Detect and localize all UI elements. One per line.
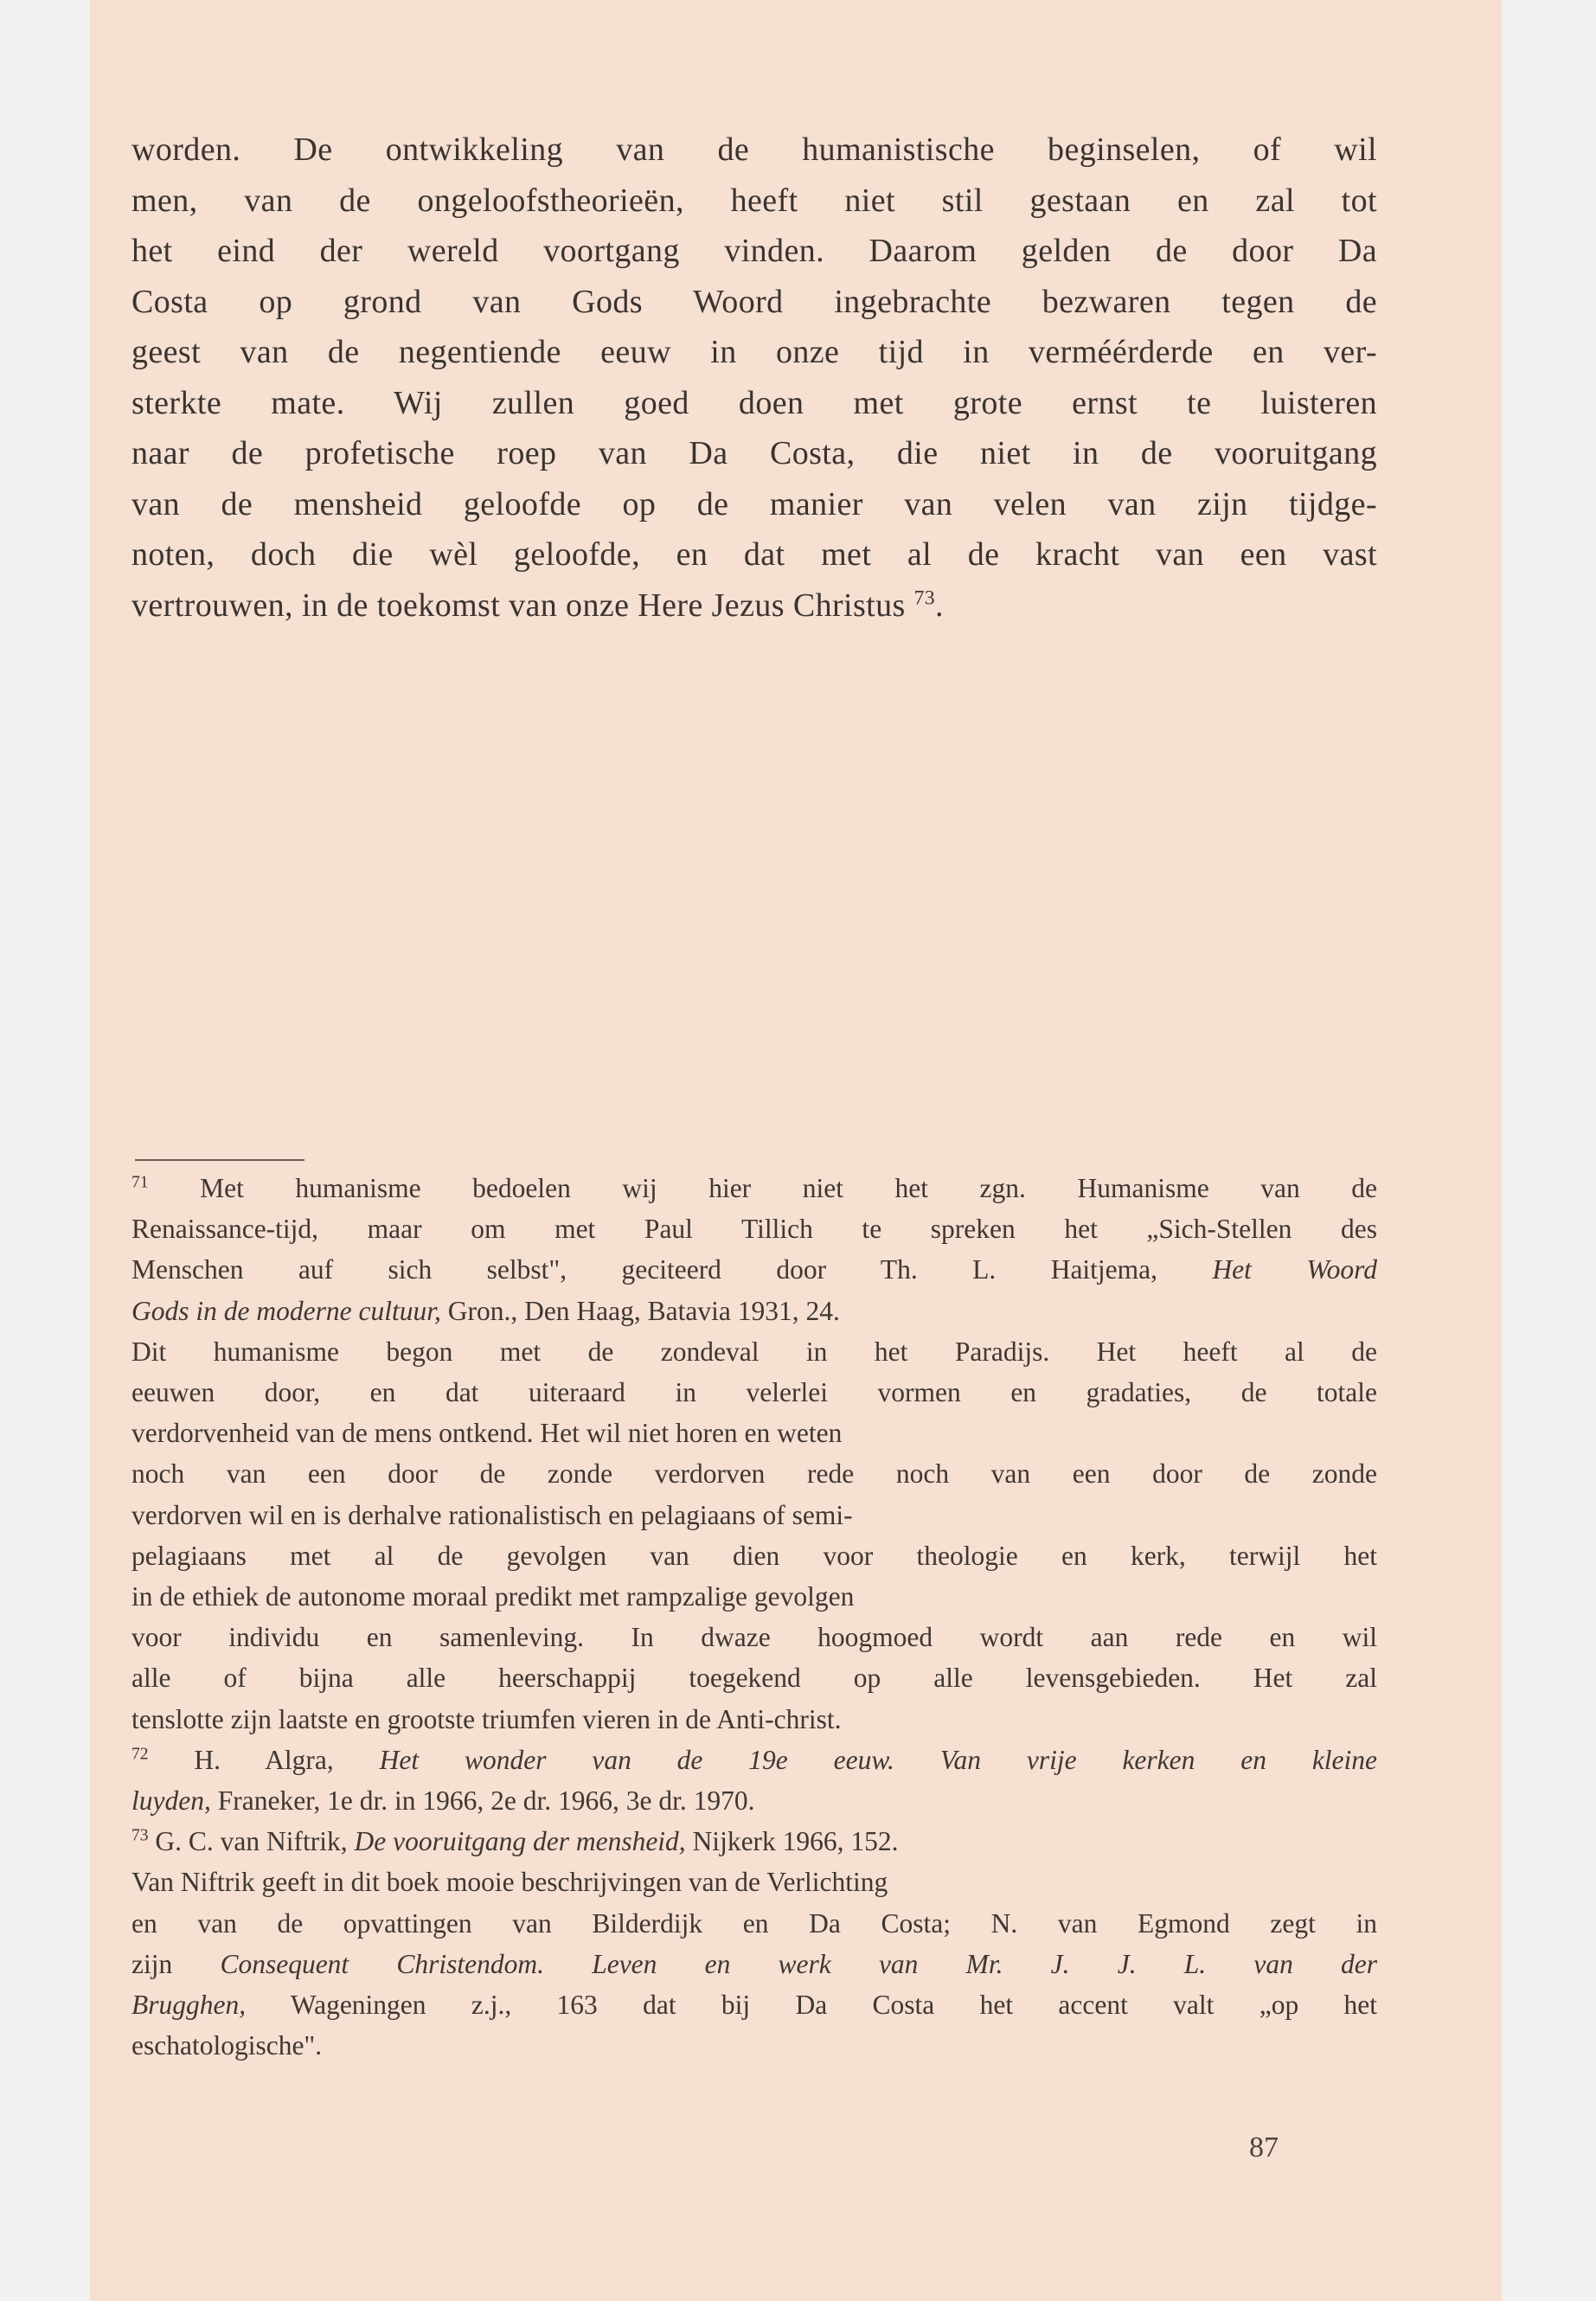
footnote-71-line: verdorvenheid van de mens ontkend. Het wil niet horen en weten: [131, 1418, 843, 1449]
footnote-73-line: Brugghen, Wageningen z.j., 163 dat bij Da Costa het accent valt „op het: [131, 1990, 1378, 2021]
main-paragraph: [131, 125, 1377, 631]
footnote-marker: 71: [131, 1173, 149, 1192]
body-line: sterkte mate. Wij zullen goed doen met grote ernst te luisteren: [131, 384, 1377, 421]
footnote-71-line: verdorven wil en is derhalve rationalistisch en pelagiaans of semi-: [131, 1499, 853, 1530]
book-page: [90, 0, 1502, 2301]
footnote-marker: 73: [131, 1826, 149, 1845]
footnote-71-line: pelagiaans met al de gevolgen van dien voor theologie en kerk, terwijl het: [131, 1540, 1377, 1571]
footnote-71-line: eeuwen door, en dat uiteraard in velerlei vormen en gradaties, de totale: [131, 1377, 1377, 1408]
footnote-71-line: Dit humanisme begon met de zondeval in het Paradijs. Het heeft al de: [131, 1336, 1377, 1367]
footnote-73-line: zijn Consequent Christendom. Leven en werk van Mr. J. J. L. van der: [131, 1948, 1378, 1979]
body-line-last: [131, 580, 1377, 631]
footnote-71-line: $^{71}$ Met humanisme bedoelen wij hier niet het zgn. Humanisme van de: [131, 1173, 1378, 1203]
body-line: vertrouwen, in de toekomst van onze Here Jezus Christus: [131, 586, 906, 624]
right-scan-margin: [1502, 0, 1596, 2301]
footnote-71-line: tenslotte zijn laatste en grootste triumfen vieren in de Anti-christ.: [131, 1703, 842, 1734]
footnote-reference: 73: [913, 586, 935, 609]
body-line: Costa op grond van Gods Woord ingebrachte bezwaren tegen de: [131, 283, 1377, 320]
footnote-71-line: voor individu en samenleving. In dwaze hoogmoed wordt aan rede en wil: [131, 1622, 1377, 1653]
body-line: men, van de ongeloofstheorieën, heeft niet stil gestaan en zal tot: [131, 182, 1377, 219]
footnote-73-line: $^{73}$ G. C. van Niftrik, De vooruitgang der mensheid, Nijkerk 1966, 152.: [131, 1826, 899, 1857]
body-line: geest van de negentiende eeuw in onze tijd in verméérderde en ver-: [131, 334, 1377, 370]
body-line: het eind der wereld voortgang vinden. Daarom gelden de door Da: [131, 233, 1377, 269]
body-line: noten, doch die wèl geloofde, en dat met al de kracht van een vast: [131, 536, 1377, 573]
footnote-73-line: eschatologische".: [131, 2030, 323, 2061]
footnote-71-line: Renaissance-tijd, maar om met Paul Tillich te spreken het „Sich-Stellen des: [131, 1214, 1377, 1245]
footnote-71-line: in de ethiek de autonome moraal predikt met rampzalige gevolgen: [131, 1581, 855, 1612]
footnote-71-line: Gods in de moderne cultuur, Gron., Den Haag, Batavia 1931, 24.: [131, 1295, 840, 1326]
footnote-72-line: luyden, Franeker, 1e dr. in 1966, 2e dr. 1966, 3e dr. 1970.: [131, 1785, 755, 1817]
footnotes: [131, 1168, 1377, 2066]
footnote-71-line: alle of bijna alle heerschappij toegekend op alle levensgebieden. Het zal: [131, 1663, 1377, 1694]
footnote-71-line: Menschen auf sich selbst", geciteerd door Th. L. Haitjema, Het Woord: [131, 1254, 1378, 1285]
body-line: naar de profetische roep van Da Costa, die niet in de vooruitgang: [131, 435, 1377, 471]
footnote-71-line: noch van een door de zonde verdorven rede noch van een door de zonde: [131, 1458, 1377, 1490]
left-scan-margin: [0, 0, 90, 2301]
end-punctuation: .: [935, 586, 944, 624]
body-line: van de mensheid geloofde op de manier van velen van zijn tijdge-: [131, 485, 1377, 522]
body-line: worden. De ontwikkeling van de humanistische beginselen, of wil: [131, 131, 1377, 168]
page-number: 87: [1249, 2131, 1279, 2163]
footnote-73-line: en van de opvattingen van Bilderdijk en Da Costa; N. van Egmond zegt in: [131, 1907, 1377, 1939]
footnote-separator: [135, 1159, 304, 1161]
footnote-73-line: Van Niftrik geeft in dit boek mooie beschrijvingen van de Verlichting: [131, 1867, 888, 1898]
footnote-marker: 72: [131, 1745, 149, 1764]
footnote-72-line: $^{72}$ H. Algra, Het wonder van de 19e eeuw. Van vrije kerken en kleine: [131, 1744, 1378, 1775]
